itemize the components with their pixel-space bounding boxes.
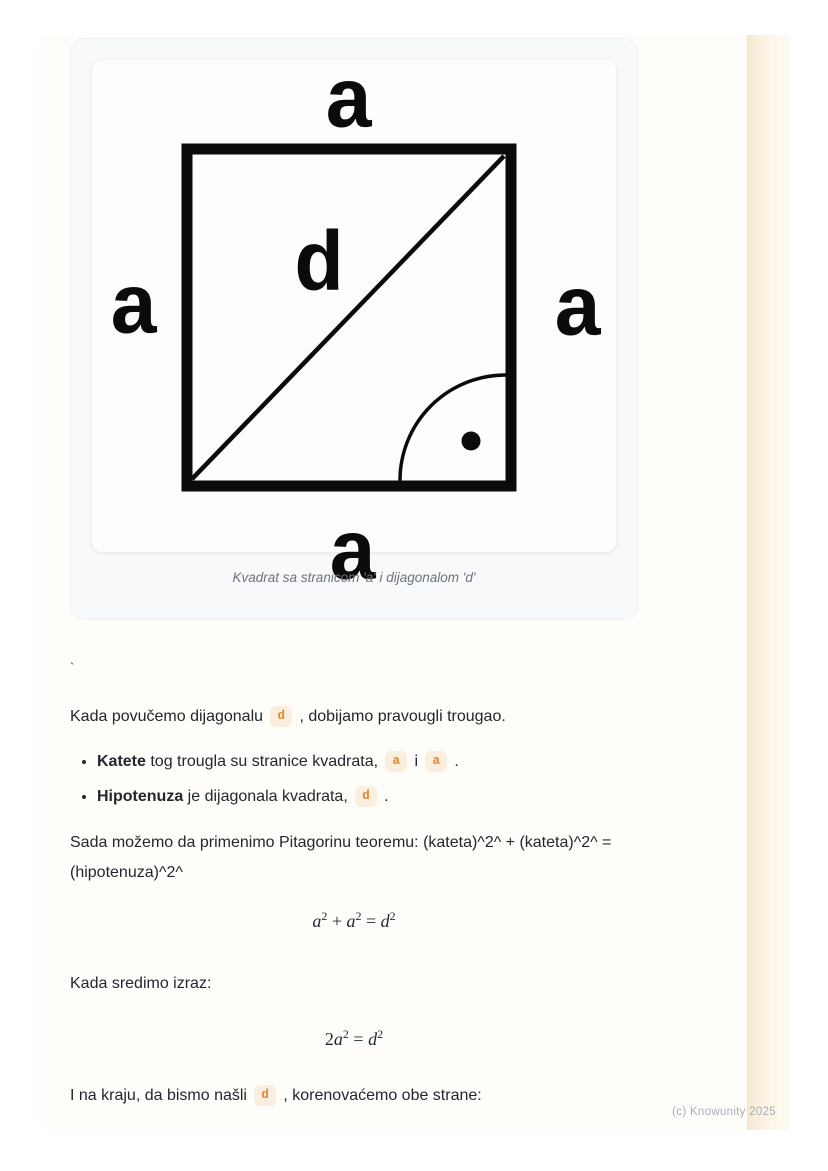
inline-code-chip: d bbox=[270, 706, 292, 727]
diagonal-line bbox=[192, 156, 504, 479]
label-side-bottom: a bbox=[327, 509, 379, 605]
label-side-left: a bbox=[108, 263, 160, 359]
watermark: (c) Knowunity 2025 bbox=[672, 1106, 776, 1118]
figure-caption: Kvadrat sa stranicom 'a' i dijagonalom 'd' bbox=[232, 570, 476, 585]
content-column bbox=[70, 38, 638, 1111]
stray-backtick: ` bbox=[70, 660, 75, 675]
right-angle-arc bbox=[400, 375, 506, 481]
list-item-hipotenuza: • Hipotenuza je dijagonala kvadrata, d . bbox=[97, 782, 638, 812]
list-item-katete: • Katete tog trougla su stranice kvadrata, a i a . bbox=[97, 747, 638, 777]
inline-code-chip: d bbox=[254, 1085, 276, 1106]
bullet-list bbox=[70, 747, 638, 812]
label-diagonal: d bbox=[293, 220, 345, 316]
paragraph-simplify: Kada sredimo izraz: bbox=[70, 975, 212, 992]
label-side-right: a bbox=[552, 265, 604, 361]
figure-card bbox=[70, 38, 638, 620]
inline-code-chip: d bbox=[355, 786, 377, 807]
equation-sum-of-squares: $a^2 + a^2 = d^2$ bbox=[312, 909, 396, 931]
paragraph-square-root: I na kraju, da bismo našli d , korenovaćemo obe strane: bbox=[70, 1087, 482, 1104]
label-side-top: a bbox=[323, 57, 375, 153]
page-edge-strip bbox=[747, 35, 790, 1130]
equation-simplified: $2a^2 = d^2$ bbox=[324, 1027, 384, 1049]
paragraph-pythagoras: Sada možemo da primenimo Pitagorinu teoremu: (kateta)^2^ + (kateta)^2^ = (hipotenuza)^2^ bbox=[70, 834, 612, 881]
inline-code-chip: a bbox=[385, 751, 407, 772]
document-page bbox=[40, 35, 790, 1130]
inline-code-chip: a bbox=[425, 751, 447, 772]
paragraph-diagonal-intro: Kada povučemo dijagonalu d , dobijamo pravougli trougao. bbox=[70, 708, 506, 725]
right-angle-dot bbox=[462, 432, 481, 451]
